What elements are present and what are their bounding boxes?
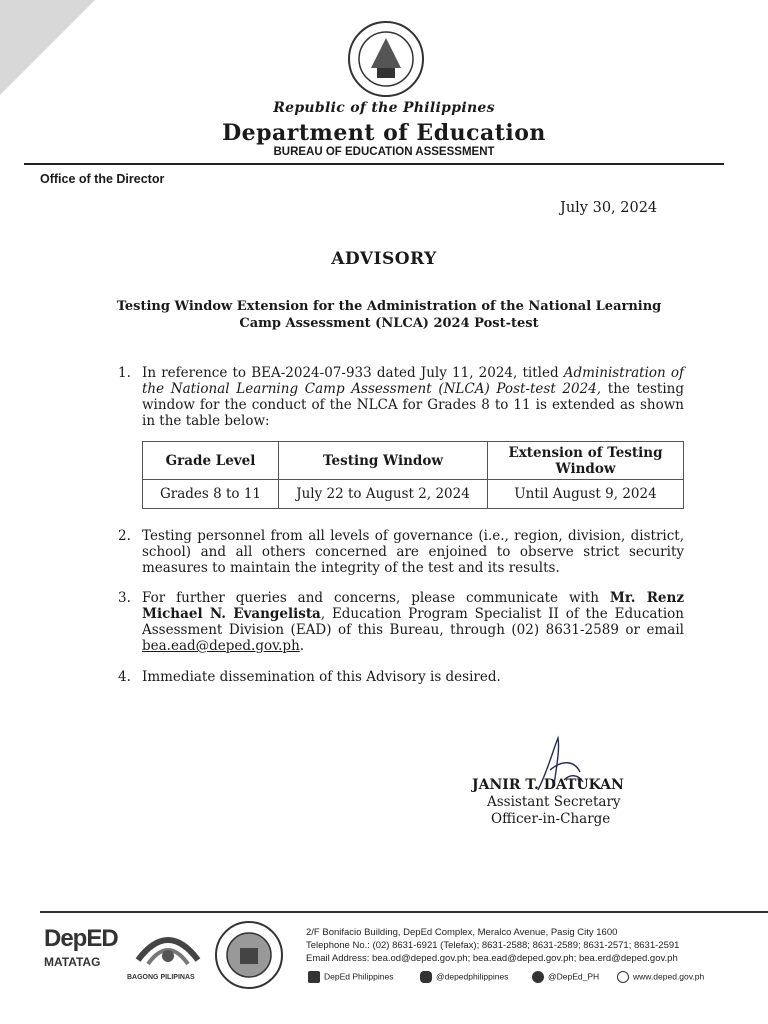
matatag-logo: MATATAG: [44, 955, 101, 969]
contact-email-link[interactable]: bea.ead@deped.gov.ph: [142, 638, 300, 654]
item-1-number: 1.: [118, 365, 131, 381]
table-header-extension: Extension of Testing Window: [488, 442, 684, 480]
republic-heading: Republic of the Philippines: [273, 100, 495, 116]
twitter-icon: [532, 971, 544, 983]
header-divider: [24, 163, 724, 165]
instagram-link[interactable]: @depedphilippines: [420, 971, 508, 983]
office-label: Office of the Director: [40, 172, 165, 186]
table-cell-extension: Until August 9, 2024: [488, 480, 684, 509]
footer-email: Email Address: bea.od@deped.gov.ph; bea.ead@deped.gov.ph; bea.erd@deped.gov.ph: [306, 953, 678, 964]
table-header-grade-level: Grade Level: [143, 442, 279, 480]
signatory-name: JANIR T. DATUKAN: [472, 777, 624, 793]
item-4-text: Immediate dissemination of this Advisory is desired.: [142, 669, 501, 685]
item-3-number: 3.: [118, 590, 131, 606]
department-heading: Department of Education: [222, 120, 546, 146]
footer-telephone: Telephone No.: (02) 8631-6921 (Telefax); 8631-2588; 8631-2589; 8631-2571; 8631-2591: [306, 940, 680, 951]
footer-address: 2/F Bonifacio Building, DepEd Complex, Meralco Avenue, Pasig City 1600: [306, 927, 618, 938]
page-corner-fold: [0, 0, 95, 95]
testing-window-table: [142, 441, 684, 509]
item-1-text: In reference to BEA-2024-07-933 dated July 11, 2024, titled Administration of the National Learning Camp Assessment (NLCA) Post-test 2024, the testing window for the conduct of the NLCA for Grades 8 to 11 is extended as shown in the table below:: [142, 365, 685, 429]
table-cell-grade-level: Grades 8 to 11: [143, 480, 279, 509]
signatory-position-1: Assistant Secretary: [487, 794, 621, 810]
document-date: July 30, 2024: [560, 200, 658, 216]
bagong-pilipinas-logo-icon: [133, 920, 203, 972]
globe-icon: [617, 971, 629, 983]
signatory-position-2: Officer-in-Charge: [491, 811, 611, 827]
item-2-number: 2.: [118, 528, 131, 544]
item-2-text: Testing personnel from all levels of governance (i.e., region, division, district, school) and all others concerned are enjoined to observe strict security measures to maintain the integrity of the test and its results.: [142, 528, 684, 576]
item-4-number: 4.: [118, 669, 131, 685]
table-header-testing-window: Testing Window: [279, 442, 488, 480]
facebook-link[interactable]: DepEd Philippines: [308, 971, 393, 983]
bureau-heading: BUREAU OF EDUCATION ASSESSMENT: [273, 146, 495, 158]
table-cell-testing-window: July 22 to August 2, 2024: [279, 480, 488, 509]
instagram-icon: [420, 971, 432, 983]
twitter-link[interactable]: @DepEd_PH: [532, 971, 599, 983]
deped-seal-icon: [347, 20, 425, 98]
website-link[interactable]: www.deped.gov.ph: [617, 971, 704, 983]
bagong-pilipinas-label: BAGONG PILIPINAS: [127, 974, 195, 981]
deped-logo: DepED: [44, 925, 118, 952]
document-title: ADVISORY: [331, 249, 437, 269]
subject-line: Testing Window Extension for the Administration of the National Learning Camp Assessment (NLCA) 2024 Post-test: [116, 299, 662, 331]
footer-divider: [40, 911, 768, 913]
item-3-text: For further queries and concerns, please communicate with Mr. Renz Michael N. Evangelista, Education Program Specialist II of the Education Assessment Division (EAD) of this Bureau, through (02) 8631-2589 or email bea.ead@deped.gov.ph.: [142, 590, 685, 654]
facebook-icon: [308, 971, 320, 983]
bureau-seal-icon: [214, 920, 284, 990]
